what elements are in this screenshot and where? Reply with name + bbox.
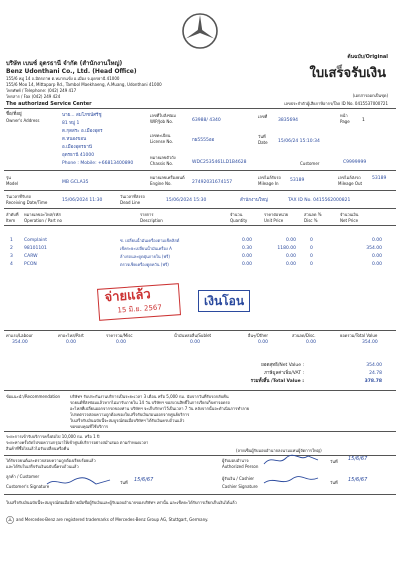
service-center-label: The authorized Service Center bbox=[6, 101, 92, 107]
customer-date: 15/6/67 bbox=[134, 477, 154, 483]
dealer-address-th: 155/6 หมู่ 14 ถ.มิตรภาพ ต.หมากแข้ง อ.เมือง จ.อุดรธานี 41000 bbox=[6, 76, 120, 81]
summary-label-misc: ราคารวม/Misc bbox=[106, 333, 133, 338]
model-label-en: Model bbox=[6, 181, 19, 186]
authorized-note: (ลายเซ็นผู้รับมอบอำนาจลงนามแทนผู้จัดการใหญ่) bbox=[236, 448, 322, 453]
row-1-desc: ซ. เปลี่ยนน้ำมันเครื่องตามเช็คลิสต์ bbox=[120, 238, 180, 243]
original-label: ต้นฉบับ/Original bbox=[347, 54, 388, 60]
recommendation-label: ข้อแนะนำ/Recommendation bbox=[6, 394, 61, 399]
duplicate-note: (เอกสารออกเป็นชุด) bbox=[352, 93, 388, 98]
date-value: 15/06/24 15:10:34 bbox=[278, 139, 320, 144]
summary-value-other: 0.00 bbox=[258, 340, 269, 345]
customer-signature bbox=[44, 474, 114, 490]
header-desc-th: รายการ bbox=[140, 212, 154, 217]
mileage-out-label: เลขไมล์ส่งรถ bbox=[338, 175, 361, 180]
header-item-en: Item bbox=[6, 218, 16, 223]
customer-date-label: วันที่ bbox=[120, 480, 128, 485]
row-1-qty: 0.00 bbox=[241, 238, 252, 243]
row-3-disc: 0 bbox=[310, 254, 313, 259]
row-3-price: 0.00 bbox=[285, 254, 296, 259]
summary-label-other: อื่นๆ/Other bbox=[248, 333, 268, 338]
summary-label-labour: ค่าแรง/Labour bbox=[6, 333, 33, 338]
tax-id-line: เลขประจำตัวผู้เสียภาษีอากร/Tax ID No. 0415537000721 bbox=[284, 101, 388, 106]
authorized-date-label: วันที่ bbox=[330, 459, 338, 464]
mileage-in-label-en: Mileage In bbox=[258, 181, 279, 186]
net-value-label: ยอดสุทธิ/Net Value : bbox=[261, 363, 304, 368]
recommendation-3: สินค้าที่ซื้อไปแล้วไม่รับเปลี่ยนหรือคืน bbox=[6, 446, 70, 451]
term-2: รถยนต์ที่ส่งซ่อมแล้วหากไม่มารับภายใน 14 วัน บริษัทฯ ขอสงวนสิทธิ์ในการเรียกเก็บค่าจอดรถ bbox=[70, 400, 231, 405]
model-value: MB GCLA35 bbox=[62, 180, 89, 185]
model-label: รุ่น bbox=[6, 175, 11, 180]
wip-label-en: WIP/Job No. bbox=[150, 119, 173, 124]
total-value: 378.78 bbox=[364, 379, 382, 384]
mileage-in-label: เลขไมล์รับรถ bbox=[258, 175, 281, 180]
row-4-disc: 0 bbox=[310, 262, 313, 267]
term-6: ขอขอบคุณที่ใช้บริการ bbox=[70, 424, 109, 429]
paid-stamp-text: จ่ายแล้ว bbox=[104, 287, 152, 306]
header-item-th: ลำดับที่ bbox=[6, 212, 19, 217]
customer-address-line-4: ต.หนองขอน bbox=[62, 137, 87, 142]
page-label-en: Page bbox=[340, 119, 350, 124]
header-disc-en: Disc % bbox=[304, 218, 318, 223]
row-2-item: 2 bbox=[10, 246, 13, 251]
cashier-label-en: Cashier Signature bbox=[222, 484, 258, 489]
row-4-code: PCON bbox=[24, 262, 37, 267]
document-title: ใบเสร็จรับเงิน bbox=[309, 66, 386, 81]
owner-label-th: ชื่อ/ที่อยู่ bbox=[6, 112, 22, 117]
deadline-label: วันเวลาที่ส่งรถ bbox=[120, 194, 145, 199]
dealer-name-th: บริษัท เบนซ์ อุดรธานี จำกัด (สำนักงานใหญ่) bbox=[6, 60, 123, 67]
footer-legal: ใบเสร็จรับเงินฉบับนี้จะสมบูรณ์ต่อเมื่อมีลายมือชื่อผู้รับเงินและผู้รับมอบอำนาจของบริษัทฯ เท่านั้น และเช็คจะได้รับการเรียกเก็บเงินได้แล้ว bbox=[6, 500, 237, 505]
receiving-label-en: Receiving Date/Time bbox=[6, 200, 48, 205]
row-3-code: CARW bbox=[24, 254, 38, 259]
row-1-code: Complaint bbox=[24, 238, 48, 243]
net-value: 354.00 bbox=[366, 363, 382, 368]
owner-label-en: Owner's Address bbox=[6, 118, 40, 123]
row-3-net: 0.00 bbox=[371, 254, 382, 259]
footer-trademark: and Mercedes-Benz are registered trademarks of Mercedes-Benz Group AG, Stuttgart, Germany. bbox=[16, 517, 209, 522]
term-3: อะไหล่ที่เปลี่ยนออกจากรถของท่าน บริษัทฯ จะเก็บรักษาไว้เป็นเวลา 7 วัน หลังจากนั้นจะดำเนินการทำลาย bbox=[70, 406, 250, 411]
summary-value-misc: 0.00 bbox=[116, 340, 127, 345]
authorized-date: 15/6/67 bbox=[348, 456, 368, 462]
customer-signature-label: ลูกค้า / Customer bbox=[6, 474, 40, 479]
row-3-qty: 0.00 bbox=[241, 254, 252, 259]
mileage-out-label-en: Mileage Out bbox=[338, 181, 363, 186]
customer-signature-label-en: Customer's Signature bbox=[6, 484, 50, 489]
authorized-label-en: Authorized Person bbox=[222, 464, 259, 469]
deadline-label-en: Dead Line bbox=[120, 200, 141, 205]
row-1-net: 0.00 bbox=[371, 238, 382, 243]
invoice-label: เลขที่ bbox=[258, 114, 268, 119]
summary-label-total: ยอดรวม/Total Value bbox=[340, 333, 378, 338]
summary-value-part: 0.00 bbox=[66, 340, 77, 345]
license-label: เลขทะเบียน bbox=[150, 133, 171, 138]
row-2-net: 354.00 bbox=[366, 246, 382, 251]
received-note-2: และได้รับใบเสร็จรับเงินฉบับนี้ครบถ้วนแล้ว bbox=[6, 464, 79, 469]
dealer-address-en: 155/6 Moo 14, Mittaparp Rd., Tambol Maekhaeng, A.Muang, Udonthani 41000 bbox=[6, 82, 162, 87]
summary-label-disc: ส่วนลด/Disc. bbox=[292, 333, 316, 338]
row-2-code: 98101101 bbox=[24, 246, 47, 251]
license-label-en: License No. bbox=[150, 139, 173, 144]
cashier-date: 15/6/67 bbox=[348, 477, 368, 483]
header-code-th: หมายเลขอะไหล่/รหัส bbox=[24, 212, 61, 217]
engine-label: หมายเลขเครื่องยนต์ bbox=[150, 175, 185, 180]
customer-name: นาย... สมโภชน์ศรีชู bbox=[62, 113, 102, 118]
authorized-label: ผู้รับมอบอำนาจ bbox=[222, 458, 249, 463]
license-value: กผ5555ออ bbox=[192, 138, 215, 143]
vat-label: ภาษีมูลค่าเพิ่ม/VAT : bbox=[264, 371, 304, 376]
mercedes-star-logo bbox=[181, 12, 219, 50]
header-code-en: Operation / Part no bbox=[24, 218, 62, 223]
header-qty-en: Quantity bbox=[230, 218, 248, 223]
customer-address-line-6: อุดรธานี 41000 bbox=[62, 153, 95, 158]
summary-value-sublet: 0.00 bbox=[190, 340, 201, 345]
paid-stamp-date: 15 มิ.ย. 2567 bbox=[117, 303, 163, 315]
date-label: วันที่ bbox=[258, 134, 266, 139]
row-4-price: 0.00 bbox=[285, 262, 296, 267]
customer-no-label: Customer bbox=[300, 161, 320, 166]
row-2-price: 1180.00 bbox=[277, 246, 296, 251]
page-label: หน้า bbox=[340, 113, 348, 118]
receiving-value: 15/06/2024 11:30 bbox=[62, 198, 103, 203]
header-desc-en: Description bbox=[140, 218, 163, 223]
engine-value: 27492031674157 bbox=[192, 180, 233, 185]
summary-value-disc: 0.00 bbox=[306, 340, 317, 345]
row-1-item: 1 bbox=[10, 238, 13, 243]
date-label-en: Date bbox=[258, 140, 268, 145]
deadline-value: 15/06/2024 15:30 bbox=[166, 198, 207, 203]
dealer-name-en: Benz Udonthani Co., Ltd. (Head Office) bbox=[6, 68, 137, 75]
summary-value-total: 354.00 bbox=[362, 340, 378, 345]
mileage-in-value: 53189 bbox=[290, 178, 305, 183]
row-2-qty: 0.30 bbox=[241, 246, 252, 251]
row-1-disc: 0 bbox=[310, 238, 313, 243]
tax-id-no: TAX ID No. 0415562000821 bbox=[288, 198, 351, 203]
dealer-fax: โทรสาร / Fax (042) 249 424 bbox=[6, 94, 61, 99]
engine-label-en: Engine No. bbox=[150, 181, 172, 186]
row-2-disc: 0 bbox=[310, 246, 313, 251]
term-4: โปรดตรวจสอบความถูกต้องของใบเสร็จรับเงินก่อนออกจากศูนย์บริการ bbox=[70, 412, 190, 417]
row-4-qty: 0.00 bbox=[241, 262, 252, 267]
header-disc-th: ส่วนลด % bbox=[304, 212, 322, 217]
vat-value: 24.78 bbox=[369, 371, 382, 376]
header-net-en: Net Price bbox=[340, 218, 359, 223]
dealer-phone: โทรศัพท์ / Telephone: (042) 249 417 bbox=[6, 88, 77, 93]
received-note: ได้รับรถยนต์และตรวจสอบความถูกต้องเรียบร้อยแล้ว bbox=[6, 458, 96, 463]
cashier-label: ผู้รับเงิน / Cashier bbox=[222, 476, 255, 481]
row-2-desc: เช็คระยะเปลี่ยนน้ำมันเครื่อง A bbox=[120, 246, 172, 251]
cash-stamp-text: เงินโอน bbox=[204, 294, 245, 308]
cash-stamp bbox=[198, 290, 250, 312]
summary-label-part: ค่าอะไหล่/Part bbox=[58, 333, 84, 338]
wip-value: 63988/ 4340 bbox=[192, 118, 221, 123]
mercedes-star-small-logo bbox=[6, 516, 14, 524]
header-net-th: จำนวนเงิน bbox=[340, 212, 359, 217]
row-4-desc: ตรวจเช็คเครื่องดูดควัน (ฟรี) bbox=[120, 262, 169, 267]
recommendation-1: ระยะการเข้ารับบริการครั้งต่อไป 10,000 กม. หรือ 1 ปี bbox=[6, 434, 100, 439]
row-3-item: 3 bbox=[10, 254, 13, 259]
summary-value-labour: 354.00 bbox=[12, 340, 28, 345]
row-3-desc: ล้างรถและดูดฝุ่นภายใน (ฟรี) bbox=[120, 254, 170, 259]
authorized-signature bbox=[262, 452, 322, 468]
recommendation-2: ระยะทางครั้งถัดไปขอความกรุณาให้เข้าศูนย์บริการอย่างสม่ำเสมอ ตามกำหนดเวลา bbox=[6, 440, 149, 445]
chassis-value: WDC2535461LD1B4628 bbox=[192, 160, 247, 165]
receiving-label: วันเวลาที่รับรถ bbox=[6, 194, 32, 199]
tax-branch: สำนักงานใหญ่ bbox=[240, 198, 268, 203]
invoice-value: 3835694 bbox=[278, 118, 299, 123]
cashier-signature bbox=[262, 474, 322, 488]
customer-address-line-3: ต.กุดสระ อ.เมืองอุดร bbox=[62, 129, 103, 134]
wip-label: เลขที่ใบสั่งซ่อม bbox=[150, 113, 176, 118]
customer-no-value: C9999999 bbox=[343, 160, 367, 165]
row-1-price: 0.00 bbox=[285, 238, 296, 243]
header-qty-th: จำนวน bbox=[230, 212, 243, 217]
page-value: 1 bbox=[362, 118, 365, 123]
chassis-label-en: Chassis No. bbox=[150, 161, 174, 166]
row-4-net: 0.00 bbox=[371, 262, 382, 267]
row-4-item: 4 bbox=[10, 262, 13, 267]
chassis-label: หมายเลขตัวถัง bbox=[150, 155, 176, 160]
header-price-th: ราคาต่อหน่วย bbox=[264, 212, 289, 217]
total-value-label: รวมทั้งสิ้น /Total Value : bbox=[250, 379, 304, 384]
term-1: บริษัทฯ รับประกันงานบริการเป็นระยะเวลา 3 เดือน หรือ 5,000 กม. นับจากวันที่รับรถกลับคืน bbox=[70, 394, 229, 399]
customer-address-line-2: 81 หมู่ 1 bbox=[62, 121, 80, 126]
term-5: ใบเสร็จรับเงินฉบับนี้จะสมบูรณ์ต่อเมื่อบริษัทฯ ได้รับเงินครบถ้วนแล้ว bbox=[70, 418, 185, 423]
mileage-out-value: 53189 bbox=[372, 176, 387, 181]
header-price-en: Unit Price bbox=[264, 218, 284, 223]
summary-label-sublet: น้ำมันหล่อลื่น/Sublet bbox=[174, 333, 212, 338]
paid-stamp bbox=[97, 283, 181, 321]
customer-address-line-5: อ.เมืองอุดรธานี bbox=[62, 145, 92, 150]
customer-phone: Phone : Mobile: +66813400890 bbox=[62, 161, 134, 166]
cashier-date-label: วันที่ bbox=[330, 480, 338, 485]
